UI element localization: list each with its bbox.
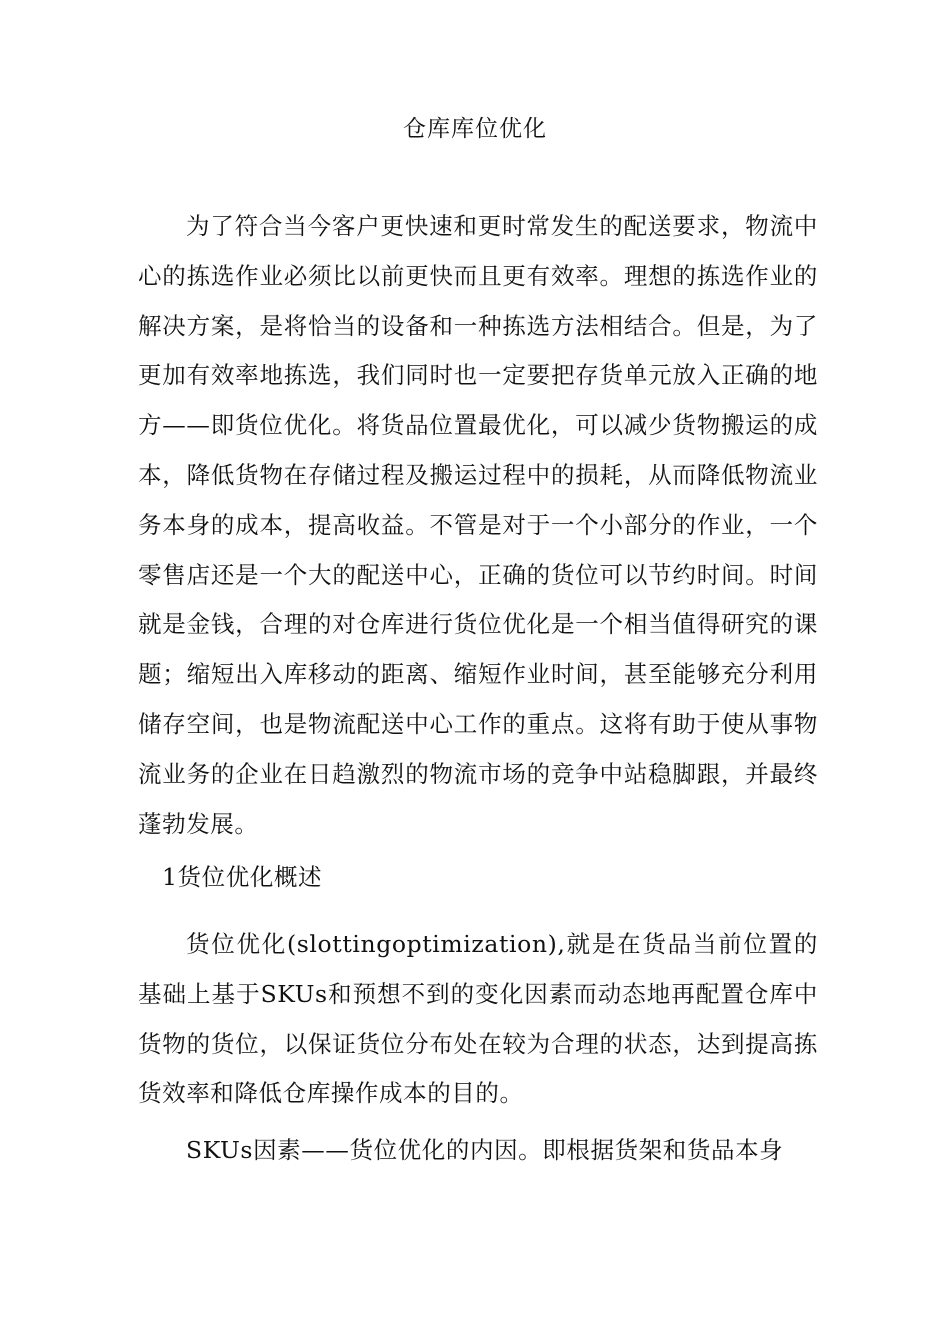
intro-paragraph: 为了符合当今客户更快速和更时常发生的配送要求，物流中心的拣选作业必须比以前更快而且更有效率。理想的拣选作业的解决方案，是将恰当的设备和一种拣选方法相结合。但是，为了更加有效率地拣选，我们同时也一定要把存货单元放入正确的地方——即货位优化。将货品位置最优化，可以减少货物搬运的成本，降低货物在存储过程及搬运过程中的损耗，从而降低物流业务本身的成本，提高收益。不管是对于一个小部分的作业，一个零售店还是一个大的配送中心，正确的货位可以节约时间。时间就是金钱，合理的对仓库进行货位优化是一个相当值得研究的课题；缩短出入库移动的距离、缩短作业时间，甚至能够充分利用储存空间，也是物流配送中心工作的重点。这将有助于使从事物流业务的企业在日趋激烈的物流市场的竞争中站稳脚跟，并最终蓬勃发展。 <box>138 212 818 838</box>
page-title: 仓库库位优化 <box>403 116 547 142</box>
definition-paragraph: 货位优化(slottingoptimization),就是在货品当前位置的基础上基于SKUs和预想不到的变化因素而动态地再配置仓库中货物的货位，以保证货位分布处在较为合理的状态，达到提高拣货效率和降低仓库操作成本的目的。 <box>138 930 818 1108</box>
sku-paragraph: SKUs因素——货位优化的内因。即根据货架和货品本身 <box>186 1136 784 1164</box>
section-heading: 1货位优化概述 <box>162 863 323 891</box>
